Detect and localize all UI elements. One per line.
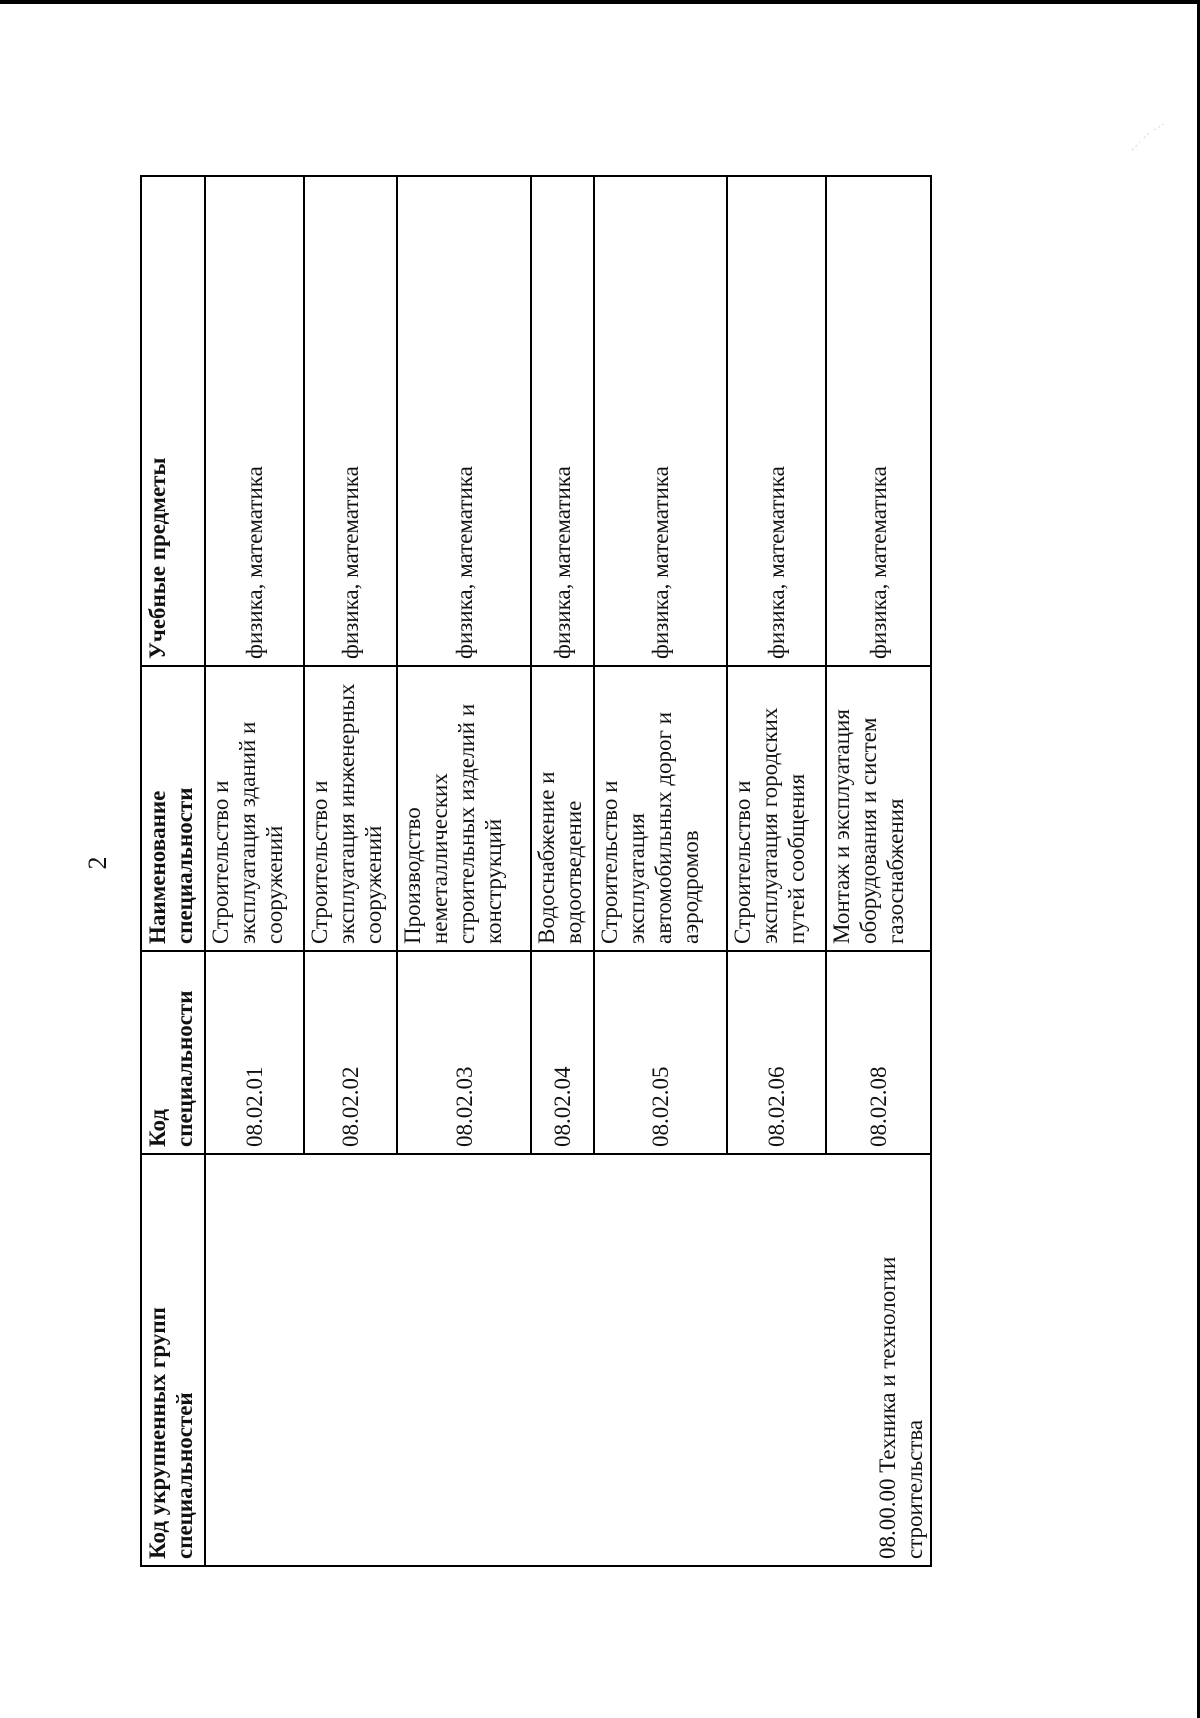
specialty-code: 08.02.05	[594, 951, 726, 1154]
specialty-code: 08.02.02	[304, 951, 398, 1154]
specialty-table	[140, 175, 932, 1567]
specialty-code: 08.02.01	[205, 951, 304, 1154]
rotated-document-area	[140, 177, 932, 1567]
specialty-name: Строительство и эксплуатация зданий и сооружений	[205, 666, 304, 951]
subjects: физика, математика	[397, 176, 531, 666]
specialty-code: 08.02.04	[531, 951, 594, 1154]
specialty-code: 08.02.03	[397, 951, 531, 1154]
specialty-name: Строительство и эксплуатация городских путей сообщения	[727, 666, 827, 951]
subjects: физика, математика	[531, 176, 594, 666]
subjects: физика, математика	[304, 176, 398, 666]
specialty-name: Производство неметаллических строительных изделий и конструкций	[397, 666, 531, 951]
table-row	[205, 176, 304, 1566]
specialty-name: Водоснабжение и водоотведение	[531, 666, 594, 951]
header-group-code: Код укрупненных групп специальностей	[141, 1154, 205, 1566]
page-number: 2	[83, 856, 112, 870]
specialty-name: Строительство и эксплуатация автомобильных дорог и аэродромов	[594, 666, 726, 951]
specialty-code: 08.02.06	[727, 951, 827, 1154]
group-cell: 08.00.00 Техника и технологии строительства	[205, 1154, 931, 1566]
subjects: физика, математика	[205, 176, 304, 666]
specialty-code: 08.02.08	[826, 951, 931, 1154]
specialty-name: Монтаж и эксплуатация оборудования и систем газоснабжения	[826, 666, 931, 951]
scan-noise-mark	[1130, 120, 1170, 160]
subjects: физика, математика	[826, 176, 931, 666]
scan-border-top	[0, 0, 1200, 4]
header-subjects: Учебные предметы	[141, 176, 205, 666]
subjects: физика, математика	[727, 176, 827, 666]
table-header-row	[141, 176, 205, 1566]
header-specialty-name: Наименование специальности	[141, 666, 205, 951]
specialty-name: Строительство и эксплуатация инженерных сооружений	[304, 666, 398, 951]
header-specialty-code: Код специальности	[141, 951, 205, 1154]
subjects: физика, математика	[594, 176, 726, 666]
